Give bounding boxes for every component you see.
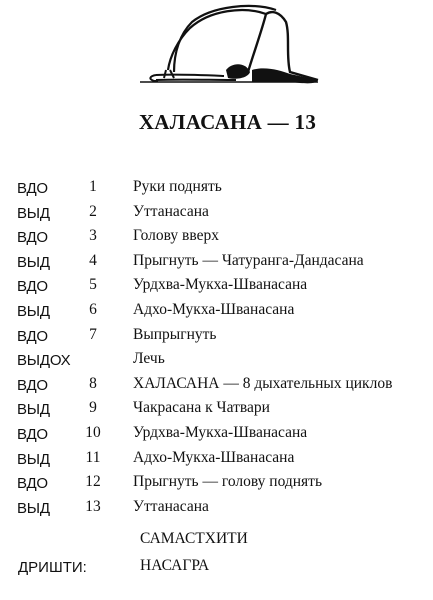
step-action: Урдхва-Мукха-Шванасана [133,276,308,294]
step-action: Прыгнуть — Чатуранга-Дандасана [133,251,364,269]
breath-cue: ВДО [17,475,48,493]
sequence-row [0,449,433,474]
sequence-row [0,276,433,301]
sequence-row [0,203,433,228]
breath-cue: ВЫД [17,204,50,222]
step-action: Адхо-Мукха-Шванасана [133,448,295,466]
step-action: Уттанасана [133,202,209,220]
sequence-row [0,473,433,498]
pose-title: ХАЛАСАНА — 13 [138,110,317,134]
step-number: 13 [85,497,101,515]
step-action: Голову вверх [133,227,219,245]
breath-cue: ВЫД [17,302,50,320]
step-number: 2 [89,202,97,220]
halasana-pose-illustration [140,0,340,92]
drishti-label: ДРИШТИ: [18,559,87,576]
sequence-row [0,227,433,252]
step-number: 8 [89,374,97,392]
step-action: Прыгнуть — голову поднять [133,473,323,491]
sequence-row [0,498,433,523]
breath-cue: ВДО [17,376,48,394]
breath-cue: ВДО [17,180,48,197]
step-action: Выпрыгнуть [133,325,217,343]
breath-cue: ВДО [17,425,48,443]
sequence-row [0,326,433,351]
step-number: 12 [85,473,101,491]
sequence-row [0,178,433,203]
sequence-row [0,301,433,326]
step-action: Адхо-Мукха-Шванасана [133,300,295,318]
sequence-row [0,252,433,277]
step-number: 7 [89,325,97,343]
step-number: 6 [89,300,97,318]
step-number: 11 [85,448,101,466]
step-number: 5 [89,276,97,294]
step-action: Руки поднять [133,178,222,195]
drishti-value: НАСАГРА [140,557,210,574]
vinyasa-sequence [0,178,433,522]
step-number: 9 [89,399,97,417]
breath-cue: ВЫДОХ [17,352,71,370]
breath-cue: ВЫД [17,253,50,271]
closing-pose: САМАСТХИТИ [140,530,248,547]
step-action: Чакрасана к Чатвари [133,399,270,417]
breath-cue: ВЫД [17,499,50,517]
sequence-row [0,375,433,400]
step-number: 3 [89,227,97,245]
step-action: Урдхва-Мукха-Шванасана [133,423,308,441]
breath-cue: ВДО [17,229,48,247]
step-number: 4 [89,251,97,269]
step-number: 1 [89,178,97,195]
sequence-row [0,399,433,424]
step-number: 10 [85,423,101,441]
breath-cue: ВДО [17,278,48,296]
sequence-row [0,424,433,449]
step-action: ХАЛАСАНА — 8 дыхательных циклов [133,374,393,392]
sequence-row [0,350,433,375]
breath-cue: ВЫД [17,450,50,468]
breath-cue: ВЫД [17,401,50,419]
step-action: Уттанасана [133,497,209,515]
breath-cue: ВДО [17,327,48,345]
step-action: Лечь [133,350,165,368]
